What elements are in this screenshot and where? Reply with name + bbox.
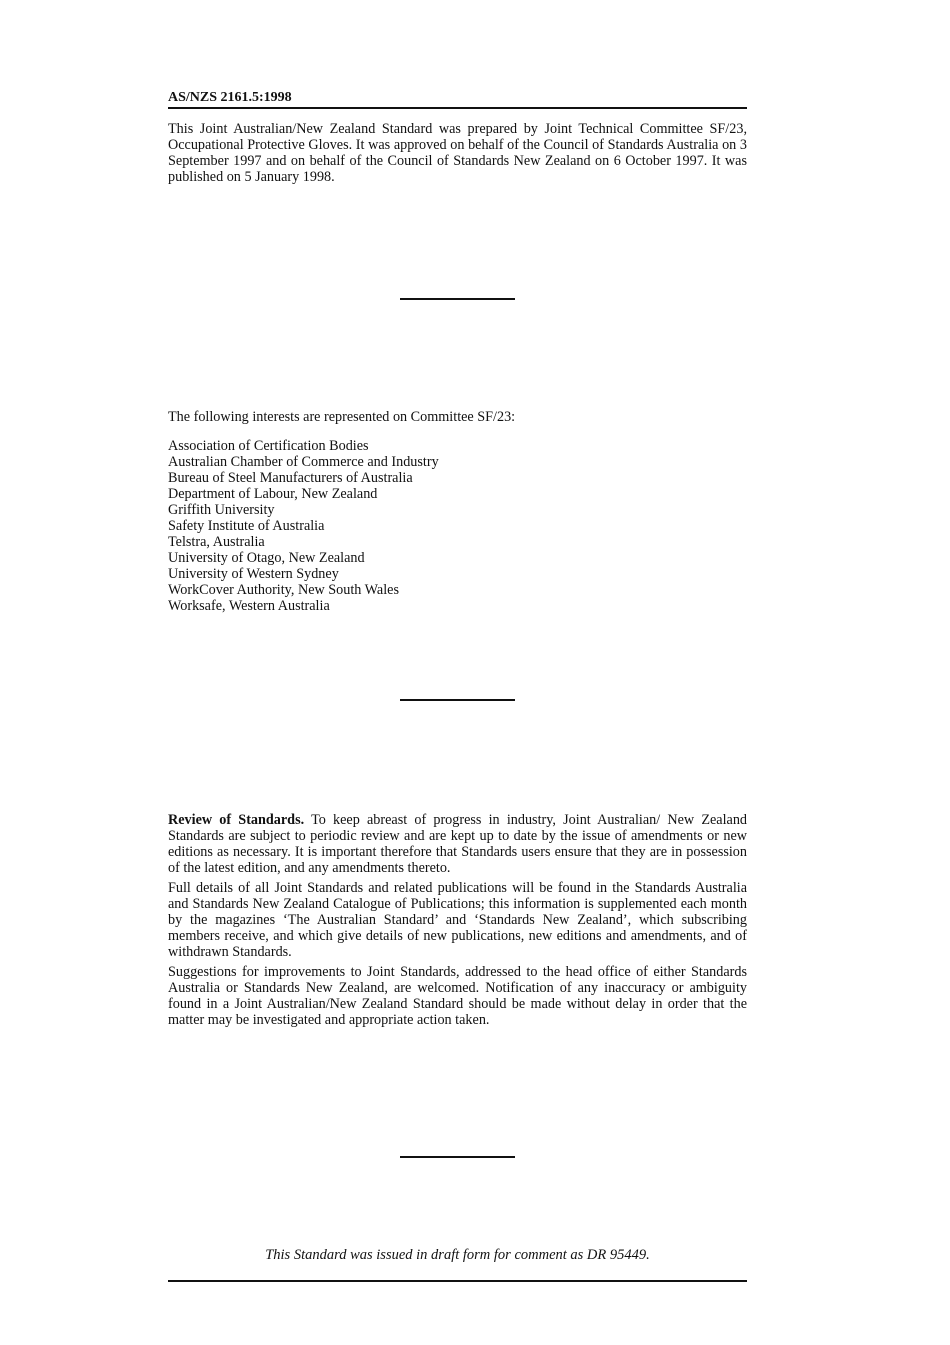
document-page	[168, 0, 747, 1345]
list-item: Griffith University	[168, 502, 275, 518]
list-item: Telstra, Australia	[168, 534, 265, 550]
list-item: University of Western Sydney	[168, 566, 339, 582]
list-item: University of Otago, New Zealand	[168, 550, 365, 566]
suggestions-paragraph: Suggestions for improvements to Joint Standards, addressed to the head office of either Standards Australia or Standards New Zealand, are welcomed. Notification of any inaccuracy or ambiguity found in a Joint Australian/New Zealand Standard should be made without delay in order that the matter may be investigated and appropriate action taken.	[168, 964, 747, 1028]
footer-rule	[168, 1280, 747, 1282]
list-item: Association of Certification Bodies	[168, 438, 369, 454]
list-item: WorkCover Authority, New South Wales	[168, 582, 399, 598]
document-id: AS/NZS 2161.5:1998	[168, 90, 292, 105]
list-item: Safety Institute of Australia	[168, 518, 325, 534]
section-divider	[400, 699, 515, 701]
review-paragraph-text: To keep abreast of progress in industry, Joint Australian/ New Zealand Standards are subject to periodic review and are kept up to date by the issue of amendments or new editions as necessary. It is important therefore that Standards users ensure that they are in possession of the latest edition, and any amendments thereto.	[168, 812, 748, 876]
catalogue-paragraph: Full details of all Joint Standards and related publications will be found in the Standards Australia and Standards New Zealand Catalogue of Publications; this information is supplemented each month by the magazines ‘The Australian Standard’ and ‘Standards New Zealand’, which subscribing members receive, and which give details of new publications, new editions and amendments, and of withdrawn Standards.	[168, 880, 747, 960]
review-of-standards-section	[168, 812, 747, 1032]
review-paragraph	[168, 812, 747, 876]
committee-intro: The following interests are represented on Committee SF/23:	[168, 409, 516, 425]
list-item: Bureau of Steel Manufacturers of Australia	[168, 470, 413, 486]
preparation-statement: This Joint Australian/New Zealand Standard was prepared by Joint Technical Committee SF/23, Occupational Protective Gloves. It was approved on behalf of the Council of Standards Australia on 3 September 1997 and on behalf of the Council of Standards New Zealand on 6 October 1997. It was published on 5 January 1998.	[168, 121, 747, 185]
list-item: Australian Chamber of Commerce and Industry	[168, 454, 439, 470]
list-item: Department of Labour, New Zealand	[168, 486, 378, 502]
review-heading: Review of Standards.	[168, 812, 305, 828]
section-divider	[400, 298, 515, 300]
committee-member-list	[168, 438, 439, 614]
draft-note: This Standard was issued in draft form for comment as DR 95449.	[265, 1247, 650, 1263]
section-divider	[400, 1156, 515, 1158]
list-item: Worksafe, Western Australia	[168, 598, 330, 614]
page-header	[168, 88, 747, 109]
